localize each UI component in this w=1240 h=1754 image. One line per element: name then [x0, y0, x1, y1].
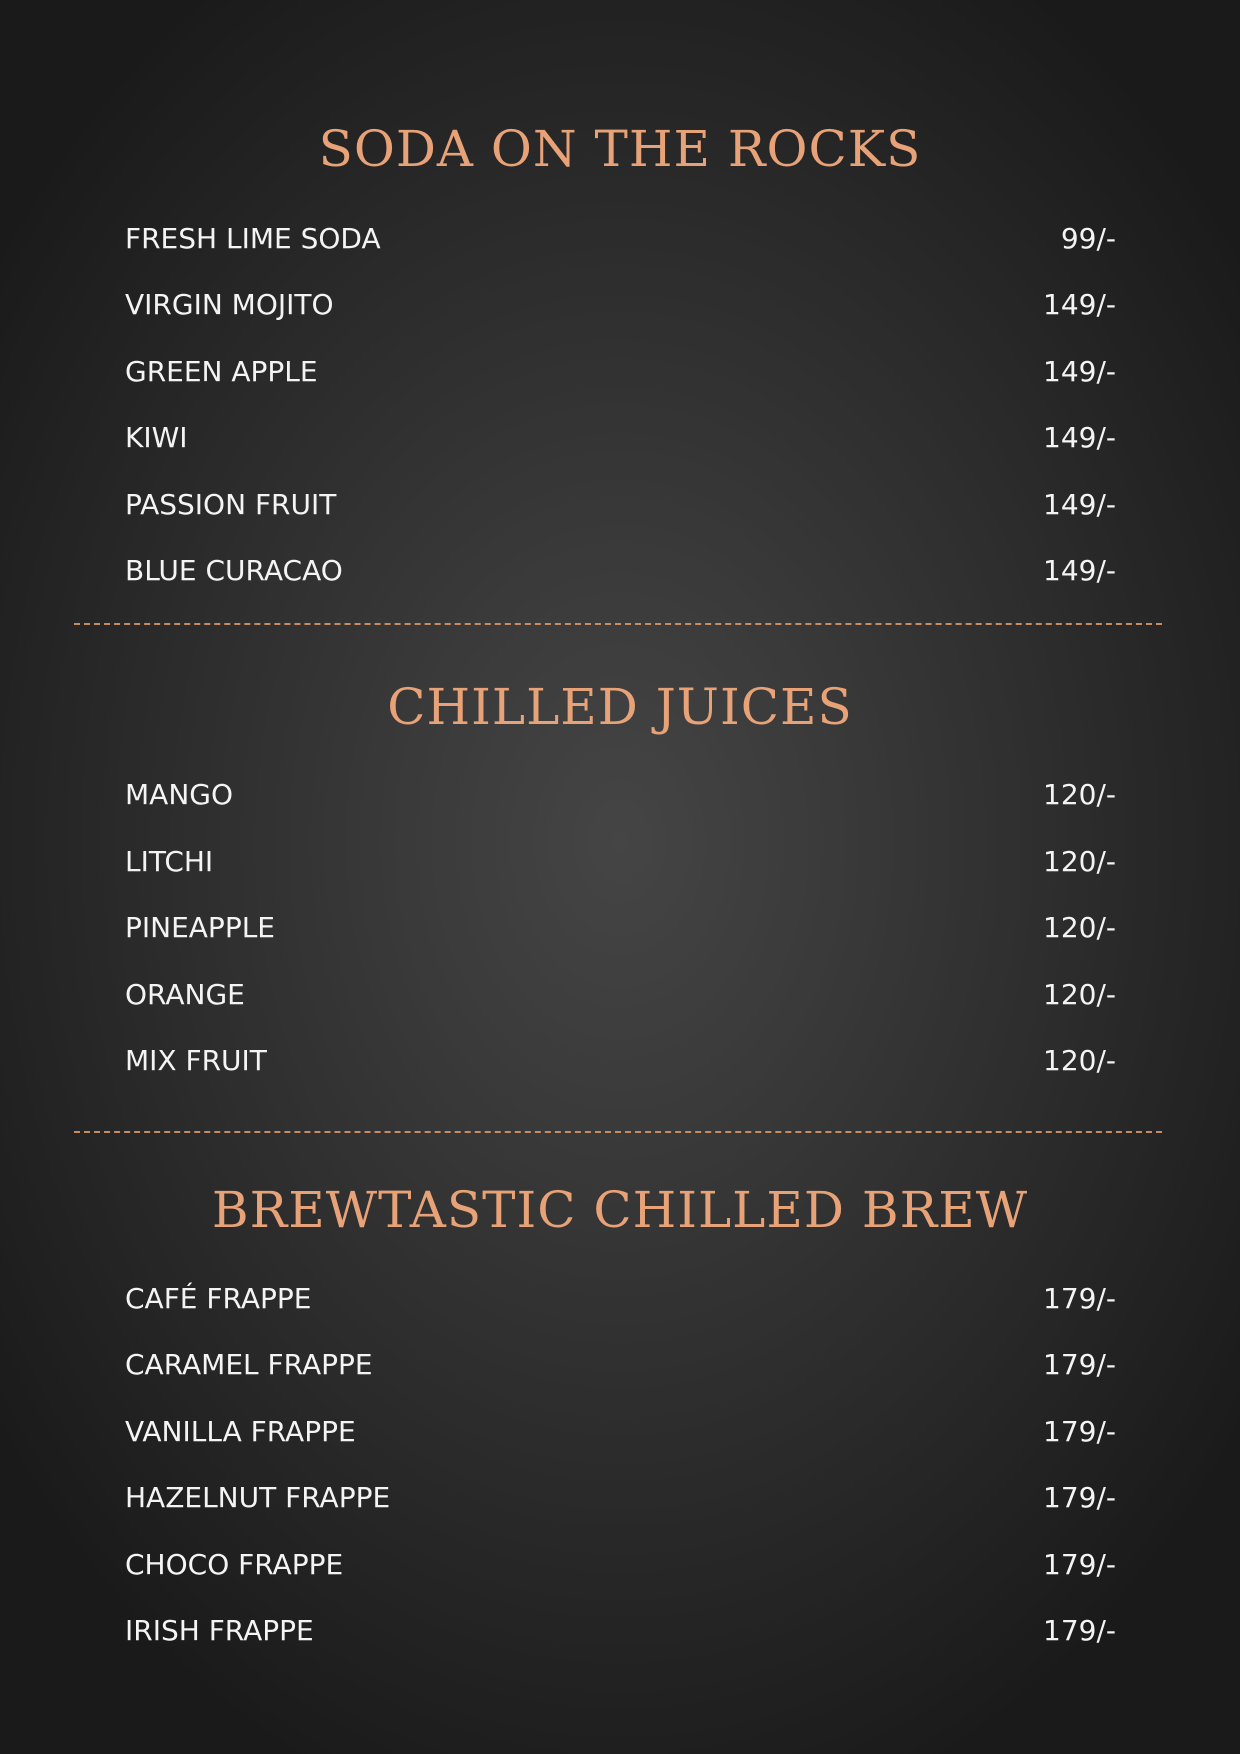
menu-item: [125, 1412, 1116, 1452]
section-title-juices: CHILLED JUICES: [387, 678, 853, 736]
item-name: FRESH LIME SODA: [125, 222, 381, 255]
section-title-brew: BREWTASTIC CHILLED BREW: [211, 1181, 1029, 1239]
menu-item: [125, 418, 1116, 458]
menu-item: [125, 1478, 1116, 1518]
item-price: 120/-: [1043, 1044, 1116, 1077]
menu-item: [125, 1611, 1116, 1651]
item-name: PASSION FRUIT: [125, 488, 337, 521]
item-name: GREEN APPLE: [125, 355, 318, 388]
item-name: IRISH FRAPPE: [125, 1614, 314, 1647]
item-price: 120/-: [1043, 845, 1116, 878]
menu-item: [125, 908, 1116, 948]
item-price: 149/-: [1043, 288, 1116, 321]
menu-item: [125, 219, 1116, 259]
item-name: CAFÉ FRAPPE: [125, 1282, 312, 1315]
item-name: VIRGIN MOJITO: [125, 288, 334, 321]
item-name: LITCHI: [125, 845, 214, 878]
item-price: 99/-: [1060, 222, 1116, 255]
item-name: CHOCO FRAPPE: [125, 1548, 344, 1581]
item-price: 149/-: [1043, 355, 1116, 388]
item-price: 179/-: [1043, 1282, 1116, 1315]
menu-item: [125, 775, 1116, 815]
menu-item: [125, 285, 1116, 325]
section-divider: [74, 623, 1162, 625]
item-name: KIWI: [125, 421, 188, 454]
item-price: 179/-: [1043, 1481, 1116, 1514]
menu-item: [125, 975, 1116, 1015]
item-name: MANGO: [125, 778, 233, 811]
item-name: HAZELNUT FRAPPE: [125, 1481, 391, 1514]
item-name: ORANGE: [125, 978, 245, 1011]
item-name: PINEAPPLE: [125, 911, 275, 944]
item-price: 179/-: [1043, 1415, 1116, 1448]
item-price: 179/-: [1043, 1548, 1116, 1581]
section-divider: [74, 1131, 1162, 1133]
menu-item: [125, 842, 1116, 882]
menu-item: [125, 1345, 1116, 1385]
item-price: 149/-: [1043, 421, 1116, 454]
item-price: 120/-: [1043, 911, 1116, 944]
item-price: 179/-: [1043, 1348, 1116, 1381]
menu-item: [125, 551, 1116, 591]
item-price: 149/-: [1043, 554, 1116, 587]
item-price: 179/-: [1043, 1614, 1116, 1647]
menu-item: [125, 1279, 1116, 1319]
item-name: MIX FRUIT: [125, 1044, 267, 1077]
item-price: 149/-: [1043, 488, 1116, 521]
menu-item: [125, 485, 1116, 525]
section-title-soda: SODA ON THE ROCKS: [318, 120, 922, 178]
menu-item: [125, 1041, 1116, 1081]
item-name: CARAMEL FRAPPE: [125, 1348, 373, 1381]
menu-item: [125, 352, 1116, 392]
item-price: 120/-: [1043, 978, 1116, 1011]
menu-item: [125, 1545, 1116, 1585]
item-name: BLUE CURACAO: [125, 554, 343, 587]
item-name: VANILLA FRAPPE: [125, 1415, 356, 1448]
item-price: 120/-: [1043, 778, 1116, 811]
